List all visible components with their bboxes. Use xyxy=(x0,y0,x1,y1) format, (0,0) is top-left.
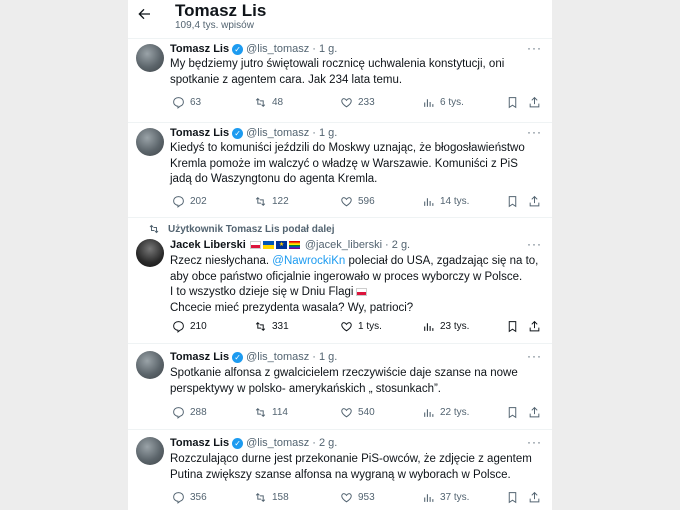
tweet-meta xyxy=(170,239,410,251)
reply-icon xyxy=(172,491,185,504)
tweet-text-part: Chcecie mieć prezydenta wasala? Wy, patrioci? xyxy=(170,301,414,314)
retweet-count: 158 xyxy=(272,492,289,503)
tweet-1[interactable] xyxy=(128,38,552,126)
retweet-icon xyxy=(148,223,160,235)
tweet-time[interactable]: · 1 g. xyxy=(312,127,338,139)
reply-icon xyxy=(172,320,185,333)
retweet-icon xyxy=(254,491,267,504)
share-icon xyxy=(528,96,541,109)
views-button[interactable] xyxy=(422,406,469,419)
like-button[interactable] xyxy=(340,195,375,208)
heart-icon xyxy=(340,406,353,419)
flag-emojis xyxy=(250,241,300,249)
avatar[interactable] xyxy=(136,128,164,156)
more-options-icon[interactable]: ··· xyxy=(527,41,542,55)
bookmark-button[interactable] xyxy=(506,406,519,419)
tweet-time[interactable]: · 1 g. xyxy=(312,351,338,363)
views-icon xyxy=(422,96,435,109)
verified-badge-icon: ✓ xyxy=(232,128,243,139)
like-count: 540 xyxy=(358,407,375,418)
bookmark-button[interactable] xyxy=(506,96,519,109)
avatar[interactable] xyxy=(136,351,164,379)
view-count: 23 tys. xyxy=(440,321,470,332)
profile-header xyxy=(128,0,552,38)
bookmark-icon xyxy=(506,406,519,419)
tweet-actions xyxy=(170,491,542,505)
retweet-count: 48 xyxy=(272,97,284,108)
views-icon xyxy=(422,406,435,419)
like-count: 596 xyxy=(358,196,375,207)
author-name[interactable]: Tomasz Lis xyxy=(170,351,230,363)
retweet-count: 122 xyxy=(272,196,289,207)
tweet-time[interactable]: · 1 g. xyxy=(312,43,338,55)
tweet-text: Rozczulająco durne jest przekonanie PiS-owców, że zdjęcie z agentem Putina zwiększy szanse alfonsa na wygraną w wyborach w Polsce. xyxy=(170,453,532,481)
share-button[interactable] xyxy=(528,96,541,109)
view-count: 22 tys. xyxy=(440,407,470,418)
retweet-icon xyxy=(254,406,267,419)
author-handle[interactable]: @lis_tomasz xyxy=(246,437,310,449)
reply-button[interactable] xyxy=(172,406,207,419)
more-options-icon[interactable]: ··· xyxy=(527,435,542,449)
post-count: 109,4 tys. wpisów xyxy=(175,20,254,31)
verified-badge-icon: ✓ xyxy=(232,44,243,55)
author-name[interactable]: Tomasz Lis xyxy=(170,127,230,139)
more-options-icon[interactable]: ··· xyxy=(527,237,542,251)
bookmark-button[interactable] xyxy=(506,491,519,504)
like-count: 233 xyxy=(358,97,375,108)
reply-count: 202 xyxy=(190,196,207,207)
retweet-button[interactable] xyxy=(254,491,289,504)
tweet-actions xyxy=(170,406,542,420)
like-button[interactable] xyxy=(340,491,375,504)
share-icon xyxy=(528,195,541,208)
arrow-left-icon[interactable] xyxy=(136,6,154,24)
author-name[interactable]: Jacek Liberski xyxy=(170,239,246,251)
tweet-text-part: Rzecz niesłychana. xyxy=(170,255,273,267)
reply-icon xyxy=(172,96,185,109)
tweet-3-retweeted[interactable] xyxy=(128,217,552,344)
retweet-count: 114 xyxy=(272,407,288,418)
views-icon xyxy=(422,195,435,208)
view-count: 14 tys. xyxy=(440,196,470,207)
verified-badge-icon: ✓ xyxy=(232,352,243,363)
tweet-text-part: I to wszystko dzieje się w Dniu Flagi xyxy=(170,286,354,298)
tweet-4[interactable] xyxy=(128,343,552,429)
like-button[interactable] xyxy=(340,320,382,333)
share-icon xyxy=(528,491,541,504)
tweet-time[interactable]: · 2 g. xyxy=(312,437,338,449)
retweet-icon xyxy=(254,96,267,109)
views-button[interactable] xyxy=(422,195,469,208)
timeline-panel xyxy=(128,0,552,510)
share-button[interactable] xyxy=(528,195,541,208)
author-handle[interactable]: @jacek_liberski xyxy=(304,239,383,251)
retweet-button[interactable] xyxy=(254,320,289,333)
retweet-notice[interactable] xyxy=(148,223,335,235)
share-button[interactable] xyxy=(528,491,541,504)
heart-icon xyxy=(340,96,353,109)
poland-flag-icon xyxy=(356,288,367,296)
share-button[interactable] xyxy=(528,406,541,419)
author-handle[interactable]: @lis_tomasz xyxy=(246,351,310,363)
heart-icon xyxy=(340,195,353,208)
tweet-text: Kiedyś to komuniści jeździli do Moskwy uznając, że błogosławieństwo Kremla pomoże im walczyć o władzę w Warszawie. Komuniści z PiS jadą do Waszyngtonu do agenta Kremla. xyxy=(170,142,525,185)
author-handle[interactable]: @lis_tomasz xyxy=(246,127,310,139)
retweet-icon xyxy=(254,195,267,208)
views-button[interactable] xyxy=(422,96,464,109)
ukraine-flag-icon xyxy=(263,241,274,249)
views-button[interactable] xyxy=(422,491,469,504)
mention-link[interactable]: @NawrockiKn xyxy=(272,255,346,267)
reply-icon xyxy=(172,195,185,208)
tweet-text: Spotkanie alfonsa z gwalcicielem rzeczywiście daje szanse na nowe perspektywy w polsko- amerykańskich „ stosunkach”. xyxy=(170,367,518,395)
reply-count: 356 xyxy=(190,492,207,503)
like-count: 1 tys. xyxy=(358,321,382,332)
retweet-icon xyxy=(254,320,267,333)
share-icon xyxy=(528,320,541,333)
more-options-icon[interactable]: ··· xyxy=(527,349,542,363)
bookmark-button[interactable] xyxy=(506,320,519,333)
bookmark-button[interactable] xyxy=(506,195,519,208)
reply-button[interactable] xyxy=(172,491,207,504)
tweet-meta xyxy=(170,43,337,55)
bookmark-icon xyxy=(506,195,519,208)
reply-count: 63 xyxy=(190,97,202,108)
retweet-button[interactable] xyxy=(254,96,283,109)
heart-icon xyxy=(340,320,353,333)
view-count: 37 tys. xyxy=(440,492,470,503)
verified-badge-icon: ✓ xyxy=(232,438,243,449)
retweet-button[interactable] xyxy=(254,195,289,208)
reply-button[interactable] xyxy=(172,195,207,208)
author-handle[interactable]: @lis_tomasz xyxy=(246,43,310,55)
profile-name: Tomasz Lis xyxy=(175,1,267,20)
more-options-icon[interactable]: ··· xyxy=(527,125,542,139)
share-icon xyxy=(528,406,541,419)
author-name[interactable]: Tomasz Lis xyxy=(170,437,230,449)
tweet-actions xyxy=(170,195,542,209)
retweet-button[interactable] xyxy=(254,406,288,419)
tweet-5[interactable] xyxy=(128,429,552,510)
retweet-count: 331 xyxy=(272,321,289,332)
avatar[interactable] xyxy=(136,239,164,267)
eu-flag-icon xyxy=(276,241,287,249)
reply-icon xyxy=(172,406,185,419)
tweet-text xyxy=(170,254,540,316)
share-button[interactable] xyxy=(528,320,541,333)
bookmark-icon xyxy=(506,320,519,333)
rainbow-flag-icon xyxy=(289,241,300,249)
avatar[interactable] xyxy=(136,44,164,72)
like-button[interactable] xyxy=(340,96,375,109)
tweet-actions xyxy=(170,320,542,334)
reply-count: 288 xyxy=(190,407,207,418)
tweet-text: My będziemy jutro świętowali rocznicę uchwalenia konstytucji, oni spotkanie z agentem cara. Jak 234 lata temu. xyxy=(170,58,505,86)
retweet-notice-text: Użytkownik Tomasz Lis podał dalej xyxy=(168,223,335,235)
author-name[interactable]: Tomasz Lis xyxy=(170,43,230,55)
tweet-text-part: poleciał do USA, zgadzając się na to, aby obce państwo oficjalnie ingerowało w proces wyborczy w Polsce. xyxy=(170,255,539,283)
poland-flag-icon xyxy=(250,241,261,249)
views-icon xyxy=(422,320,435,333)
tweet-meta xyxy=(170,351,337,363)
bookmark-icon xyxy=(506,96,519,109)
avatar[interactable] xyxy=(136,437,164,465)
bookmark-icon xyxy=(506,491,519,504)
tweet-meta xyxy=(170,437,337,449)
tweet-time[interactable]: · 2 g. xyxy=(385,239,411,251)
like-count: 953 xyxy=(358,492,375,503)
reply-count: 210 xyxy=(190,321,207,332)
tweet-2[interactable] xyxy=(128,122,552,218)
tweet-meta xyxy=(170,127,337,139)
views-button[interactable] xyxy=(422,320,469,333)
like-button[interactable] xyxy=(340,406,375,419)
heart-icon xyxy=(340,491,353,504)
reply-button[interactable] xyxy=(172,320,207,333)
reply-button[interactable] xyxy=(172,96,201,109)
view-count: 6 tys. xyxy=(440,97,464,108)
views-icon xyxy=(422,491,435,504)
tweet-actions xyxy=(170,96,542,110)
